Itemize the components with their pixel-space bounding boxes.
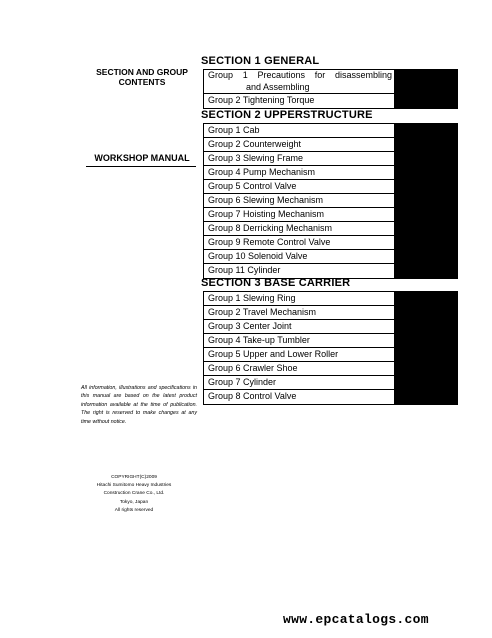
- group-row[interactable]: [204, 306, 457, 320]
- group-row[interactable]: [204, 166, 457, 180]
- copyright-block: [84, 474, 184, 515]
- disclaimer-text: All information, illustrations and specifications in this manual are based on the latest product information available at the time of publication. The right is reserved to make changes at any time without notice.: [81, 385, 197, 425]
- group-row[interactable]: [204, 124, 457, 138]
- group-label[interactable]: Group 11 Cylinder: [204, 264, 395, 278]
- group-row[interactable]: [204, 250, 457, 264]
- group-row[interactable]: [204, 236, 457, 250]
- group-row[interactable]: [204, 180, 457, 194]
- group-label[interactable]: Group 3 Slewing Frame: [204, 152, 395, 165]
- section-tab: [395, 152, 457, 165]
- section-tab: [395, 334, 457, 347]
- group-label[interactable]: Group 3 Center Joint: [204, 320, 395, 333]
- group-row[interactable]: [204, 292, 457, 306]
- group-row[interactable]: [204, 152, 457, 166]
- section-tab: [395, 236, 457, 249]
- group-word: Precautions: [257, 70, 305, 80]
- group-label[interactable]: Group 5 Upper and Lower Roller: [204, 348, 395, 361]
- section-tab: [395, 362, 457, 375]
- group-label[interactable]: Group 7 Hoisting Mechanism: [204, 208, 395, 221]
- group-row[interactable]: [204, 70, 457, 94]
- group-row[interactable]: [204, 320, 457, 334]
- section-tab: [395, 306, 457, 319]
- group-word: for: [314, 70, 326, 80]
- group-row[interactable]: [204, 94, 457, 108]
- group-label[interactable]: Group 10 Solenoid Valve: [204, 250, 395, 263]
- group-label[interactable]: Group 7 Cylinder: [204, 376, 395, 389]
- group-number: 1: [242, 70, 248, 80]
- group-row[interactable]: [204, 194, 457, 208]
- section-tab: [395, 138, 457, 151]
- group-label[interactable]: Group 8 Derricking Mechanism: [204, 222, 395, 235]
- group-label[interactable]: Group 6 Crawler Shoe: [204, 362, 395, 375]
- section-tab: [395, 250, 457, 263]
- group-label[interactable]: Group 6 Slewing Mechanism: [204, 194, 395, 207]
- copyright-line: Construction Crane Co., Ltd.: [103, 491, 165, 497]
- group-label[interactable]: Group 2 Counterweight: [204, 138, 395, 151]
- group-row[interactable]: [204, 208, 457, 222]
- section-tab: [395, 166, 457, 179]
- section-1-table: [203, 69, 458, 109]
- section-tab: [395, 124, 457, 137]
- group-label[interactable]: Group 2 Tightening Torque: [204, 94, 395, 108]
- section-2-table: [203, 123, 458, 279]
- copyright-line: All rights reserved: [114, 507, 154, 513]
- copyright-line: Hitachi Sumitomo Heavy Industries: [96, 483, 172, 489]
- section-tab: [395, 390, 457, 404]
- group-label[interactable]: Group 1 Cab: [204, 124, 395, 137]
- section-1-title: SECTION 1 GENERAL: [201, 55, 320, 67]
- group-row[interactable]: [204, 334, 457, 348]
- section-tab: [395, 208, 457, 221]
- group-label[interactable]: [204, 70, 395, 93]
- contents-heading-line2: CONTENTS: [118, 77, 166, 87]
- group-label[interactable]: Group 4 Take-up Tumbler: [204, 334, 395, 347]
- section-tab: [395, 222, 457, 235]
- contents-heading: [86, 67, 198, 87]
- section-tab: [395, 180, 457, 193]
- section-tab: [395, 70, 457, 93]
- group-row[interactable]: [204, 264, 457, 278]
- section-tab: [395, 94, 457, 108]
- group-row[interactable]: [204, 348, 457, 362]
- group-label-line2: and Assembling: [246, 81, 310, 92]
- group-word: disassembling: [334, 70, 392, 80]
- manual-title: WORKSHOP MANUAL: [94, 153, 190, 163]
- group-label[interactable]: Group 2 Travel Mechanism: [204, 306, 395, 319]
- copyright-line: COPYRIGHT(C)2009: [111, 475, 157, 480]
- section-tab: [395, 194, 457, 207]
- section-3-title: SECTION 3 BASE CARRIER: [201, 277, 351, 289]
- group-row[interactable]: [204, 222, 457, 236]
- section-tab: [395, 376, 457, 389]
- section-3-table: [203, 291, 458, 405]
- section-tab: [395, 264, 457, 278]
- group-row[interactable]: [204, 362, 457, 376]
- group-word: Group: [208, 70, 234, 80]
- section-2-title: SECTION 2 UPPERSTRUCTURE: [201, 109, 373, 121]
- section-tab: [395, 320, 457, 333]
- section-tab: [395, 348, 457, 361]
- group-row[interactable]: [204, 138, 457, 152]
- group-label[interactable]: Group 1 Slewing Ring: [204, 292, 395, 305]
- section-tab: [395, 292, 457, 305]
- group-label[interactable]: Group 9 Remote Control Valve: [204, 236, 395, 249]
- footer-url[interactable]: www.epcatalogs.com: [283, 612, 429, 627]
- contents-heading-line1: SECTION AND GROUP: [96, 67, 188, 77]
- manual-title-underline: [86, 166, 196, 167]
- group-label[interactable]: Group 4 Pump Mechanism: [204, 166, 395, 179]
- group-label[interactable]: Group 5 Control Valve: [204, 180, 395, 193]
- copyright-line: Tokyo, Japan: [119, 499, 149, 505]
- group-row[interactable]: [204, 376, 457, 390]
- group-label[interactable]: Group 8 Control Valve: [204, 390, 395, 404]
- group-row[interactable]: [204, 390, 457, 404]
